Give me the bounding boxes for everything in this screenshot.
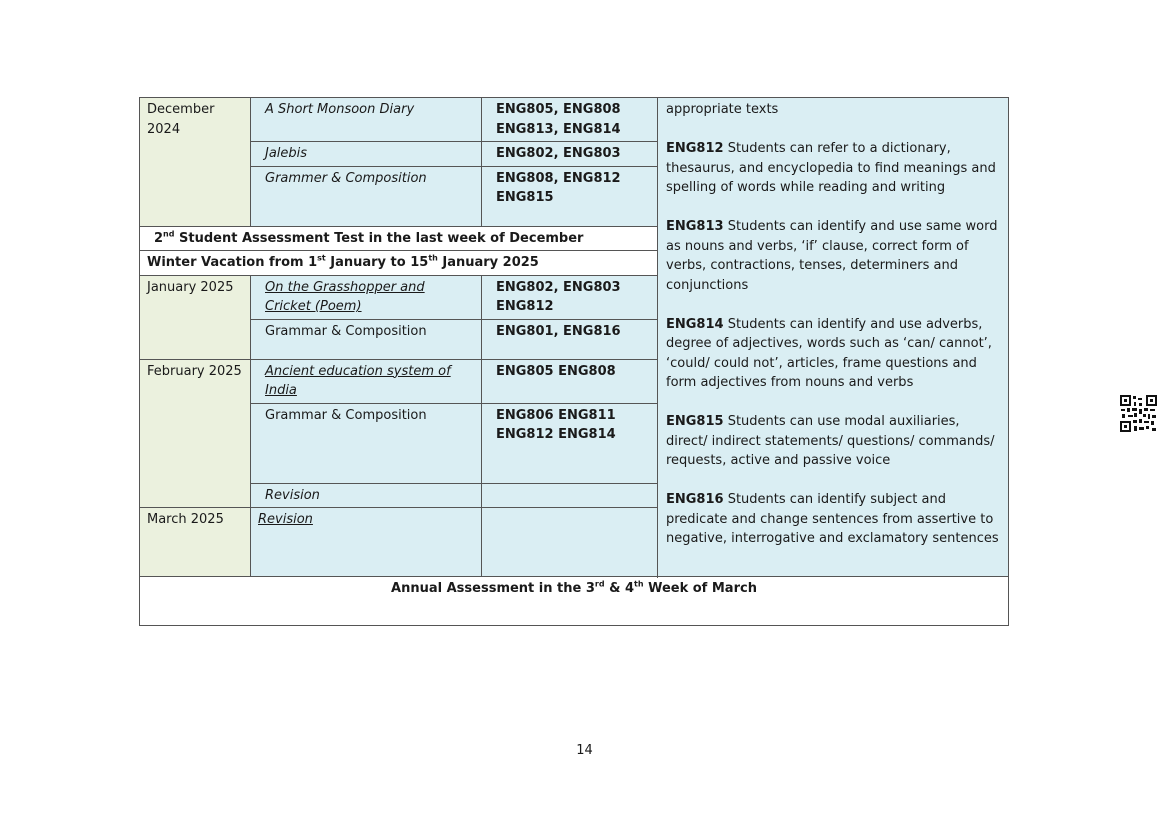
codes-cell: ENG802, ENG803 ENG812 [482,275,658,319]
outcome-item [666,412,1001,471]
outcome-item [666,217,1001,295]
codes-cell: ENG808, ENG812 ENG815 [482,166,658,226]
winter-vacation-banner: Winter Vacation from 1st January to 15th January 2025 [140,251,658,276]
qr-code-icon [1119,394,1158,433]
outcome-text: Students can use modal auxiliaries, direct/ indirect statements/ questions/ commands/ requests, active and passive voice [666,414,995,468]
codes-cell: ENG801, ENG816 [482,319,658,359]
topic-cell: Ancient education system of India [251,359,482,403]
codes-cell [482,508,658,577]
outcome-code: ENG815 [666,414,724,429]
outcome-text: Students can identify and use same word as nouns and verbs, ‘if’ clause, correct form of verbs, contractions, tenses, determiners and conjunctions [666,219,998,293]
outcome-intro: appropriate texts [666,102,779,117]
codes-cell: ENG805, ENG808 ENG813, ENG814 [482,98,658,142]
topic-cell: Grammer & Composition [251,166,482,226]
topic-cell: Grammar & Composition [251,319,482,359]
outcome-item [666,490,1001,549]
page-number: 14 [576,743,593,758]
codes-cell: ENG805 ENG808 [482,359,658,403]
learning-outcomes-cell [658,98,1009,577]
outcome-code: ENG812 [666,141,724,156]
outcome-item [666,139,1001,198]
month-cell: March 2025 [140,508,251,577]
outcome-text: Students can identify subject and predicate and change sentences from assertive to negative, interrogative and exclamatory sentences [666,492,999,546]
syllabus-table [139,97,1009,626]
month-cell: December 2024 [140,98,251,227]
outcome-code: ENG813 [666,219,724,234]
outcome-code: ENG814 [666,316,724,332]
outcome-item [666,315,1001,393]
month-cell: January 2025 [140,275,251,359]
topic-cell: Jalebis [251,142,482,167]
annual-assessment-banner: Annual Assessment in the 3rd & 4th Week of March [140,577,1009,626]
topic-cell: A Short Monsoon Diary [251,98,482,142]
topic-cell: Revision [251,508,482,577]
month-cell: February 2025 [140,359,251,508]
codes-cell [482,483,658,508]
topic-cell: On the Grasshopper and Cricket (Poem) [251,275,482,319]
outcome-code: ENG816 [666,492,724,507]
outcome-text: Students can refer to a dictionary, thesaurus, and encyclopedia to find meanings and spelling of words while reading and writing [666,141,996,195]
codes-cell: ENG802, ENG803 [482,142,658,167]
outcome-text: Students can identify and use adverbs, degree of adjectives, words such as ‘can/ cannot’, ‘could/ could not’, articles, frame questions and form adjectives from nouns and verbs [666,316,992,390]
assessment-test-banner: 2nd Student Assessment Test in the last week of December [140,226,658,251]
codes-cell: ENG806 ENG811 ENG812 ENG814 [482,403,658,483]
topic-cell: Grammar & Composition [251,403,482,483]
topic-cell: Revision [251,483,482,508]
